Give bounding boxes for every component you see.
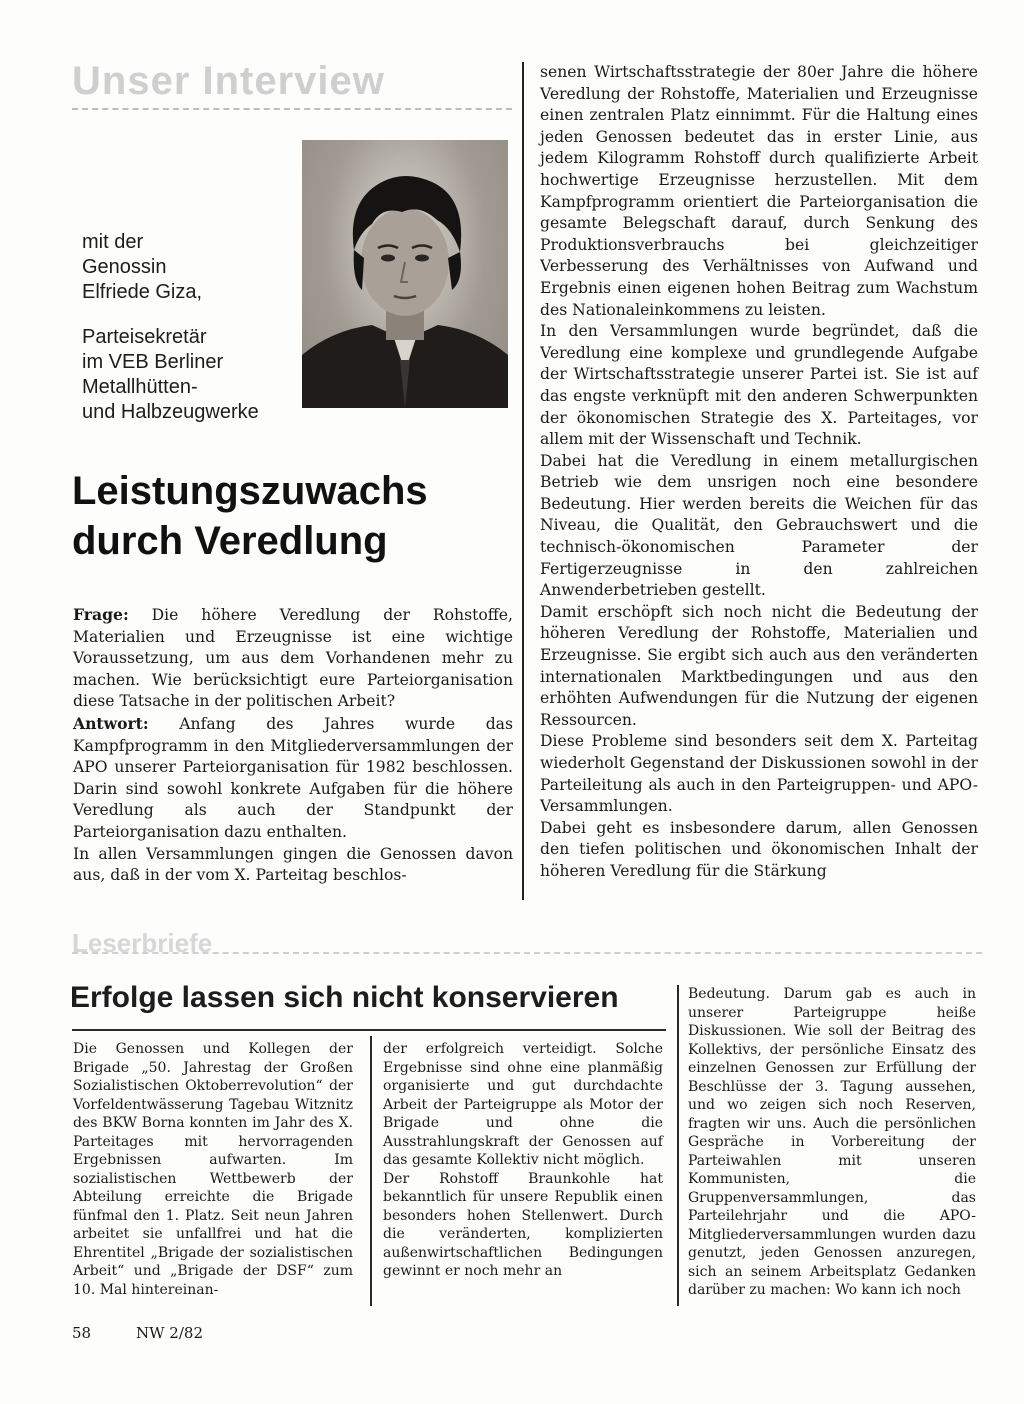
- body-paragraph: Damit erschöpft sich noch nicht die Bedeutung der höheren Veredlung der Rohstoffe, Materialien und Erzeugnisse. Sie ergibt sich auch aus den veränderten internationalen Marktbedingungen und aus den erhöhten Aufwendungen für die Nutzung der eigenen Ressourcen.: [540, 602, 978, 729]
- body-paragraph: senen Wirtschaftsstrategie der 80er Jahre die höhere Veredlung der Rohstoffe, Materialien und Erzeugnisse einen zentralen Platz einnimmt. Für die Haltung eines jeden Genossen bedeutet das in erster Linie, aus jedem Kilogramm Rohstoff durch qualifizierte Arbeit hochwertige Erzeugnisse herzustellen. Mit dem Kampfprogramm orientiert die Parteiorganisation die gesamte Belegschaft darauf, durch Senkung des Produktionsverbrauchs bei gleichzeitiger Verbesserung des Verhältnisses von Aufwand und Ergebnis einen eigenen hohen Beitrag zum Wachstum des Nationaleinkommens zu leisten.: [540, 63, 978, 319]
- body-paragraph: Bedeutung. Darum gab es auch in unserer Parteigruppe heiße Diskussionen. Wie soll der Beitrag des Kollektivs, der persönliche Einsatz des einzelnen Genossen zur Erfüllung der Beschlüsse der 3. Tagung aussehen, und wo zeigen sich noch Reserven, fragten wir uns. Auch die persönlichen Gespräche in Vorbereitung der Parteiwahlen mit unseren Kommunisten, die Gruppenversammlungen, das Parteilehrjahr und die APO-Mitgliederversammlungen wurden dazu genutzt, jeden Genossen anzuregen, sich an seinem Arbeitsplatz Gedanken darüber zu machen: Wo kann ich noch: [688, 986, 976, 1298]
- letter-column-3: [688, 985, 976, 1300]
- body-paragraph: Die Genossen und Kollegen der Brigade „50. Jahrestag der Großen Sozialistischen Oktoberrevolution“ der Vorfeldentwässerung Tagebau Witznitz des BKW Borna konnten im Jahr des X. Parteitages mit hervorragenden Ergebnissen aufwarten. Im sozialistischen Wettbewerb der Abteilung erreichte die Brigade fünfmal den 1. Platz. Seit neun Jahren arbeitet sie unfallfrei und hat die Ehrentitel „Brigade der sozialistischen Arbeit“ und „Brigade der DSF“ zum 10. Mal hintereinan-: [73, 1041, 353, 1298]
- role-line: und Halbzeugwerke: [82, 401, 259, 423]
- section-divider: [72, 108, 512, 110]
- page-footer: [72, 1324, 203, 1342]
- body-paragraph: Der Rohstoff Braunkohle hat bekanntlich für unsere Republik einen besonders hohen Stellenwert. Durch die veränderten, komplizierten außenwirtschaftlichen Bedingungen gewinnt er noch mehr an: [383, 1170, 663, 1279]
- intro-line: mit der: [82, 231, 144, 253]
- column-rule: [370, 1036, 372, 1306]
- intro-line: Elfriede Giza,: [82, 281, 203, 303]
- body-paragraph: Dabei geht es insbesondere darum, allen Genossen den tiefen politischen und ökonomischen Inhalt der höheren Veredlung für die Stärkung: [540, 818, 978, 880]
- role-line: im VEB Berliner: [82, 351, 224, 373]
- body-paragraph: Diese Probleme sind besonders seit dem X. Parteitag wiederholt Gegenstand der Diskussionen sowohl in der Parteileitung als auch in den Parteigruppen- und APO-Versammlungen.: [540, 732, 978, 816]
- section-label-interview: Unser Interview: [72, 59, 385, 103]
- column-rule: [522, 62, 524, 900]
- question-text: Die höhere Veredlung der Rohstoffe, Materialien und Erzeugnisse ist eine wichtige Voraussetzung, um aus dem Vorhandenen mehr zu machen. Wie berücksichtigt eure Parteiorganisation diese Tatsache in der politischen Arbeit?: [73, 606, 513, 711]
- question-paragraph: [73, 604, 513, 713]
- body-paragraph: Dabei hat die Veredlung in einem metallurgischen Betrieb wie dem unsrigen noch eine besondere Bedeutung. Hier werden bereits die Weichen für das Niveau, die Qualität, den Gebrauchswert und die technisch-ökonomischen Parameter der Fertigerzeugnisse in den zahlreichen Anwenderbetrieben gestellt.: [540, 451, 978, 600]
- page-number: 58: [72, 1324, 92, 1342]
- headline-line: Leistungszuwachs: [72, 469, 428, 513]
- section-label-letters: Leserbriefe: [72, 928, 213, 958]
- answer-label: Antwort:: [73, 713, 149, 733]
- interview-column-left: [73, 604, 513, 887]
- answer-text: Anfang des Jahres wurde das Kampfprogramm in den Mitgliederversammlungen der APO unserer Parteiorganisation für 1982 beschlossen. Darin sind sowohl konkrete Aufgaben für die höhere Veredlung als auch der Standpunkt der Parteiorganisation dazu enthalten.: [73, 714, 513, 841]
- body-paragraph: In den Versammlungen wurde begründet, daß die Veredlung eine komplexe und grundlegende Aufgabe der Wirtschaftsstrategie unserer Partei ist. Sie ist auf das engste verknüpft mit den anderen Schwerpunkten der ökonomischen Strategie des X. Parteitages, vor allem mit der Wissenschaft und Technik.: [540, 322, 978, 449]
- interviewee-intro: [82, 230, 302, 425]
- question-label: Frage:: [73, 605, 129, 624]
- body-paragraph: der erfolgreich verteidigt. Solche Ergebnisse sind ohne eine planmäßig organisierte und gut durchdachte Arbeit der Parteigruppe als Motor der Brigade und ohne die Ausstrahlungskraft der Genossen auf das gesamte Kollektiv nicht möglich.: [383, 1041, 663, 1168]
- headline-underline: [72, 1029, 666, 1031]
- role-line: Metallhütten-: [82, 376, 198, 398]
- letter-column-2: [383, 1040, 663, 1281]
- portrait-photo: [302, 140, 508, 408]
- letter-headline: Erfolge lassen sich nicht konservieren: [70, 981, 619, 1014]
- intro-line: Genossin: [82, 256, 167, 278]
- article-headline: [72, 466, 512, 566]
- headline-line: durch Veredlung: [72, 519, 388, 563]
- portrait-illustration: [302, 140, 508, 408]
- column-rule: [677, 985, 679, 1306]
- answer-paragraph: [73, 713, 513, 844]
- section-divider: [72, 952, 982, 954]
- body-paragraph: In allen Versammlungen gingen die Genossen davon aus, daß in der vom X. Parteitag beschlos-: [73, 844, 513, 885]
- role-line: Parteisekretär: [82, 326, 207, 348]
- interview-column-right: [540, 62, 978, 883]
- letter-column-1: [73, 1040, 353, 1299]
- issue-label: NW 2/82: [136, 1324, 203, 1342]
